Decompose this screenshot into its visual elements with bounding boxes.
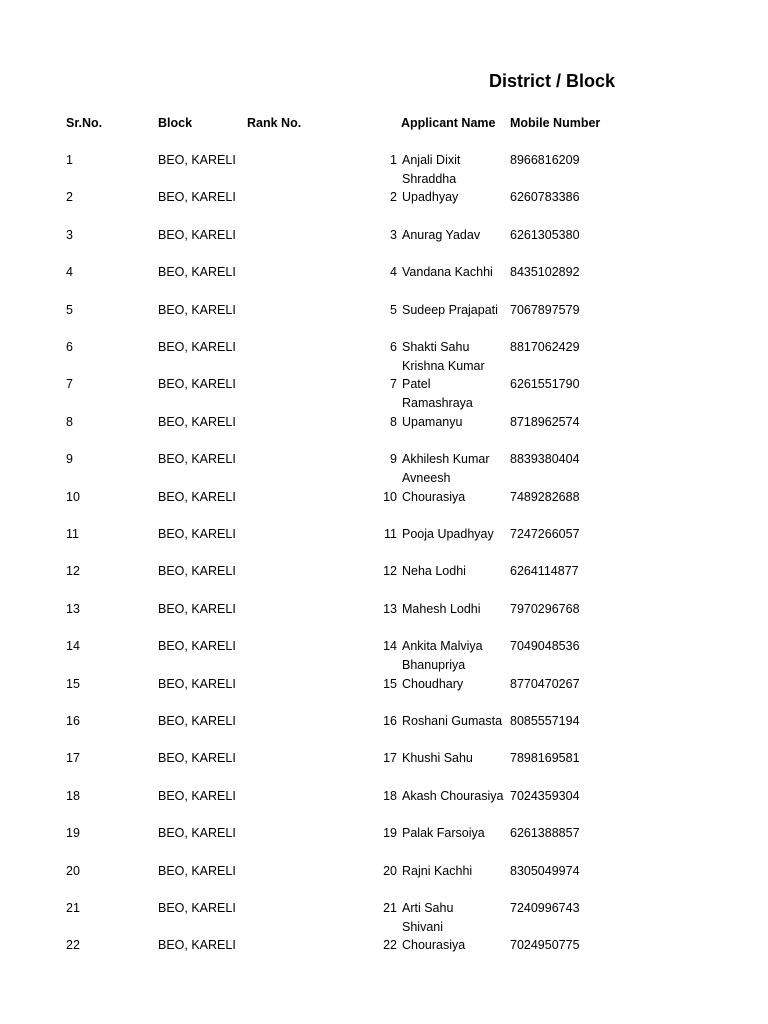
applicant-name-line: Upamanyu: [402, 414, 463, 429]
sr-no-cell: 5: [66, 302, 73, 317]
sr-no-cell: 6: [66, 340, 73, 354]
table-row: [0, 170, 768, 207]
applicant-name-cell: [402, 226, 480, 245]
mobile-number-cell: 8305049974: [510, 863, 580, 878]
sr-no-cell: 1: [66, 153, 73, 167]
table-row: [0, 787, 768, 824]
mobile-number-cell: 8839380404: [510, 452, 580, 467]
mobile-number-cell: 6261305380: [510, 227, 580, 242]
block-cell: BEO, KARELI: [158, 564, 236, 579]
applicant-name-cell: [402, 637, 483, 656]
block-cell: BEO, KARELI: [158, 938, 236, 953]
table-row: [0, 394, 768, 431]
applicant-name-line: Akhilesh Kumar: [402, 452, 490, 467]
applicant-name-line: Rajni Kachhi: [402, 863, 473, 878]
applicant-name-cell: [402, 824, 485, 843]
mobile-number-cell: 8718962574: [510, 414, 580, 429]
applicant-name-cell: [402, 357, 485, 394]
sr-no-cell: 14: [66, 639, 80, 654]
applicant-name-line: Avneesh: [402, 471, 451, 486]
rank-cell: 11: [384, 527, 397, 541]
rank-cell: 4: [390, 265, 397, 280]
page-title: District / Block: [489, 71, 616, 91]
sr-no-cell: 2: [66, 190, 73, 205]
table-row: [0, 656, 768, 693]
rank-cell: 2: [390, 190, 397, 205]
sr-no-cell: 8: [66, 414, 73, 429]
rank-cell: 14: [383, 639, 397, 654]
sr-no-cell: 10: [66, 489, 80, 504]
block-cell: BEO, KARELI: [158, 751, 236, 766]
applicant-name-line: Anurag Yadav: [402, 227, 481, 242]
sr-no-cell: 16: [66, 714, 80, 728]
block-cell: BEO, KARELI: [158, 377, 236, 392]
rank-cell: 19: [383, 826, 397, 841]
block-cell: BEO, KARELI: [158, 452, 236, 467]
applicant-name-line: Sudeep Prajapati: [402, 302, 498, 317]
mobile-number-cell: 8770470267: [510, 676, 580, 691]
applicant-name-line: Akash Chourasiya: [402, 788, 504, 803]
block-cell: BEO, KARELI: [158, 901, 236, 915]
block-cell: BEO, KARELI: [158, 826, 236, 841]
sr-no-cell: 22: [66, 938, 80, 953]
sr-no-cell: 9: [66, 452, 73, 467]
applicant-name-line: Chourasiya: [402, 489, 466, 504]
applicant-name-cell: [402, 525, 494, 544]
table-row: [0, 357, 768, 394]
applicant-name-line: Chourasiya: [402, 938, 466, 953]
block-cell: BEO, KARELI: [158, 227, 236, 242]
mobile-number-cell: 6264114877: [510, 564, 579, 579]
applicant-name-line: Patel: [402, 377, 431, 392]
mobile-number-cell: 8966816209: [510, 153, 580, 167]
applicant-name-line: Roshani Gumasta: [402, 714, 503, 728]
table-row: [0, 918, 768, 955]
mobile-number-cell: 6261551790: [510, 377, 580, 392]
rank-cell: 6: [390, 340, 397, 354]
table-row: [0, 226, 768, 263]
rank-cell: 1: [390, 153, 397, 167]
applicant-name-cell: [402, 301, 498, 320]
header-mobile-number: Mobile Number: [510, 116, 601, 130]
applicant-name-cell: [402, 450, 490, 469]
applicant-name-line: Anjali Dixit: [402, 153, 461, 167]
header-sr-no: Sr.No.: [66, 116, 103, 130]
table-row: [0, 263, 768, 300]
applicant-name-cell: [402, 394, 473, 431]
block-cell: BEO, KARELI: [158, 302, 236, 317]
applicant-name-line: Arti Sahu: [402, 901, 454, 915]
table-row: [0, 862, 768, 899]
mobile-number-cell: 7024359304: [510, 788, 580, 803]
applicant-name-cell: [402, 562, 466, 581]
applicant-name-cell: [402, 469, 465, 506]
applicant-name-line: Vandana Kachhi: [402, 265, 493, 280]
table-row: [0, 712, 768, 749]
applicant-name-cell: [402, 263, 493, 282]
sr-no-cell: 17: [66, 751, 80, 766]
block-cell: BEO, KARELI: [158, 190, 236, 205]
block-cell: BEO, KARELI: [158, 340, 236, 354]
rank-cell: 9: [390, 452, 397, 467]
table-row: [0, 562, 768, 599]
applicant-name-line: Upadhyay: [402, 190, 459, 205]
sr-no-cell: 20: [66, 863, 80, 878]
mobile-number-cell: 8817062429: [510, 340, 580, 354]
applicant-name-cell: [402, 170, 458, 207]
table-row: [0, 301, 768, 338]
applicant-name-line: Shraddha: [402, 171, 457, 186]
sr-no-cell: 12: [66, 564, 80, 579]
mobile-number-cell: 7049048536: [510, 639, 580, 654]
table-row: [0, 824, 768, 861]
rank-cell: 3: [390, 227, 397, 242]
sr-no-cell: 7: [66, 377, 73, 392]
sr-no-cell: 21: [66, 901, 80, 915]
header-rank-no: Rank No.: [247, 116, 302, 130]
block-cell: BEO, KARELI: [158, 788, 236, 803]
mobile-number-cell: 7247266057: [510, 527, 580, 541]
mobile-number-cell: 7067897579: [510, 302, 580, 317]
mobile-number-cell: 7024950775: [510, 938, 580, 953]
mobile-number-cell: 6260783386: [510, 190, 580, 205]
applicant-name-cell: [402, 712, 502, 731]
mobile-number-cell: 8435102892: [510, 265, 580, 280]
rank-cell: 17: [383, 751, 397, 766]
header-block: Block: [158, 116, 193, 130]
applicant-name-cell: [402, 749, 473, 768]
block-cell: BEO, KARELI: [158, 863, 236, 878]
rank-cell: 12: [383, 564, 397, 579]
mobile-number-cell: 7970296768: [510, 601, 580, 616]
rank-cell: 18: [383, 788, 397, 803]
block-cell: BEO, KARELI: [158, 639, 236, 654]
block-cell: BEO, KARELI: [158, 527, 236, 541]
block-cell: BEO, KARELI: [158, 414, 236, 429]
applicant-name-line: Choudhary: [402, 676, 464, 691]
applicant-name-line: Khushi Sahu: [402, 751, 473, 766]
block-cell: BEO, KARELI: [158, 676, 236, 691]
mobile-number-cell: 7898169581: [510, 751, 580, 766]
rank-cell: 15: [383, 676, 397, 691]
block-cell: BEO, KARELI: [158, 601, 236, 616]
table-row: [0, 749, 768, 786]
block-cell: BEO, KARELI: [158, 265, 236, 280]
table-row: [0, 469, 768, 506]
rank-cell: 7: [390, 377, 397, 392]
rank-cell: 21: [383, 901, 397, 915]
block-cell: BEO, KARELI: [158, 489, 236, 504]
sr-no-cell: 19: [66, 826, 80, 841]
table-row: [0, 600, 768, 637]
rank-cell: 5: [390, 302, 397, 317]
sr-no-cell: 11: [66, 527, 79, 541]
applicant-name-cell: [402, 600, 481, 619]
rank-cell: 13: [383, 601, 397, 616]
applicant-name-line: Ankita Malviya: [402, 639, 483, 654]
mobile-number-cell: 6261388857: [510, 826, 580, 841]
applicant-name-line: Palak Farsoiya: [402, 826, 485, 841]
block-cell: BEO, KARELI: [158, 153, 236, 167]
applicant-name-line: Bhanupriya: [402, 658, 466, 673]
applicant-name-line: Pooja Upadhyay: [402, 527, 494, 541]
applicant-name-line: Mahesh Lodhi: [402, 601, 481, 616]
applicant-name-cell: [402, 656, 465, 693]
applicant-name-line: Ramashraya: [402, 396, 473, 411]
applicant-name-line: Shakti Sahu: [402, 340, 470, 354]
rank-cell: 20: [383, 863, 397, 878]
applicant-name-cell: [402, 862, 472, 881]
sr-no-cell: 15: [66, 676, 80, 691]
applicant-name-cell: [402, 787, 503, 806]
applicant-name-cell: [402, 899, 453, 918]
sr-no-cell: 4: [66, 265, 73, 280]
rank-cell: 16: [383, 714, 397, 728]
sr-no-cell: 3: [66, 227, 73, 242]
applicant-name-line: Neha Lodhi: [402, 564, 466, 579]
table-row: [0, 525, 768, 562]
sr-no-cell: 13: [66, 601, 80, 616]
applicant-name-cell: [402, 151, 460, 170]
mobile-number-cell: 7240996743: [510, 901, 580, 915]
sr-no-cell: 18: [66, 788, 80, 803]
mobile-number-cell: 7489282688: [510, 489, 580, 504]
rank-cell: 8: [390, 414, 397, 429]
applicant-name-cell: [402, 918, 465, 955]
rank-cell: 22: [383, 938, 397, 953]
applicant-name-cell: [402, 338, 469, 357]
rank-cell: 10: [383, 489, 397, 504]
header-applicant-name: Applicant Name: [401, 116, 496, 130]
mobile-number-cell: 8085557194: [510, 714, 580, 728]
applicant-name-line: Krishna Kumar: [402, 358, 485, 373]
block-cell: BEO, KARELI: [158, 714, 236, 728]
applicant-name-line: Shivani: [402, 919, 443, 934]
